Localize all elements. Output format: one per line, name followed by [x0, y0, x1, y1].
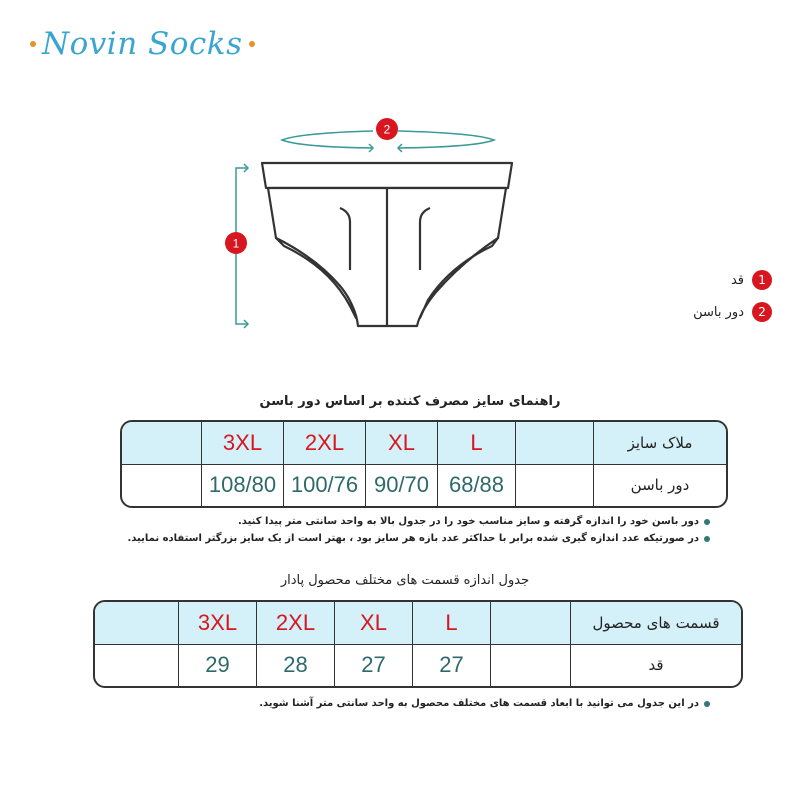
value-xl: 27 — [335, 645, 413, 686]
marker-2-text: 2 — [383, 122, 391, 137]
legend-label: دور باسن — [693, 304, 744, 320]
size-2xl: 2XL — [257, 602, 335, 645]
note-item — [127, 533, 710, 544]
note-item — [259, 698, 710, 709]
consumer-size-table — [120, 420, 728, 508]
value-2xl: 28 — [257, 645, 335, 686]
empty-cell — [95, 645, 179, 686]
empty-cell — [491, 602, 571, 645]
bullet-icon — [704, 519, 710, 525]
value-3xl: 108/80 — [202, 465, 284, 506]
product-size-table — [93, 600, 743, 688]
empty-cell — [491, 645, 571, 686]
legend-badge: 1 — [752, 270, 772, 290]
value-xl: 90/70 — [366, 465, 438, 506]
value-2xl: 100/76 — [284, 465, 366, 506]
size-l: L — [413, 602, 491, 645]
underwear-illustration — [0, 0, 800, 380]
value-l: 27 — [413, 645, 491, 686]
value-3xl: 29 — [179, 645, 257, 686]
legend-label: قد — [730, 272, 744, 288]
note-item — [238, 516, 710, 527]
note-text: دور باسن خود را اندازه گرفته و سایز مناسب خود را در جدول بالا به واحد سانتی متر پیدا کنید. — [238, 516, 699, 527]
bullet-icon — [704, 536, 710, 542]
marker-1-text: 1 — [232, 236, 240, 251]
size-xl: XL — [366, 422, 438, 465]
empty-cell — [95, 602, 179, 645]
size-3xl: 3XL — [202, 422, 284, 465]
header-label: ملاک سایز — [594, 422, 726, 465]
legend-badge: 2 — [752, 302, 772, 322]
size-l: L — [438, 422, 516, 465]
product-table-title: جدول اندازه قسمت های مختلف محصول پادار — [280, 573, 530, 588]
brand-name: Novin Socks — [42, 26, 243, 62]
underwear-shape — [262, 163, 512, 326]
consumer-table-title: راهنمای سایز مصرف کننده بر اساس دور باسن — [259, 394, 561, 409]
size-2xl: 2XL — [284, 422, 366, 465]
note-text: در صورتیکه عدد اندازه گیری شده برابر با حداکثر عدد بازه هر سایز بود ، بهتر است از یک سایز بزرگتر استفاده نمایید. — [127, 533, 699, 544]
row-label: قد — [648, 656, 664, 675]
header-label: قسمت های محصول — [571, 602, 741, 645]
size-3xl: 3XL — [179, 602, 257, 645]
empty-cell — [122, 465, 202, 506]
note-text: در این جدول می توانید با ابعاد قسمت های مختلف محصول به واحد سانتی متر آشنا شوید. — [259, 698, 699, 709]
empty-cell — [122, 422, 202, 465]
row-label: دور باسن — [630, 476, 690, 495]
legend-item-height — [731, 270, 772, 290]
bullet-icon — [704, 701, 710, 707]
empty-cell — [516, 465, 594, 506]
legend-item-hip — [693, 302, 772, 322]
size-xl: XL — [335, 602, 413, 645]
value-l: 68/88 — [438, 465, 516, 506]
empty-cell — [516, 422, 594, 465]
